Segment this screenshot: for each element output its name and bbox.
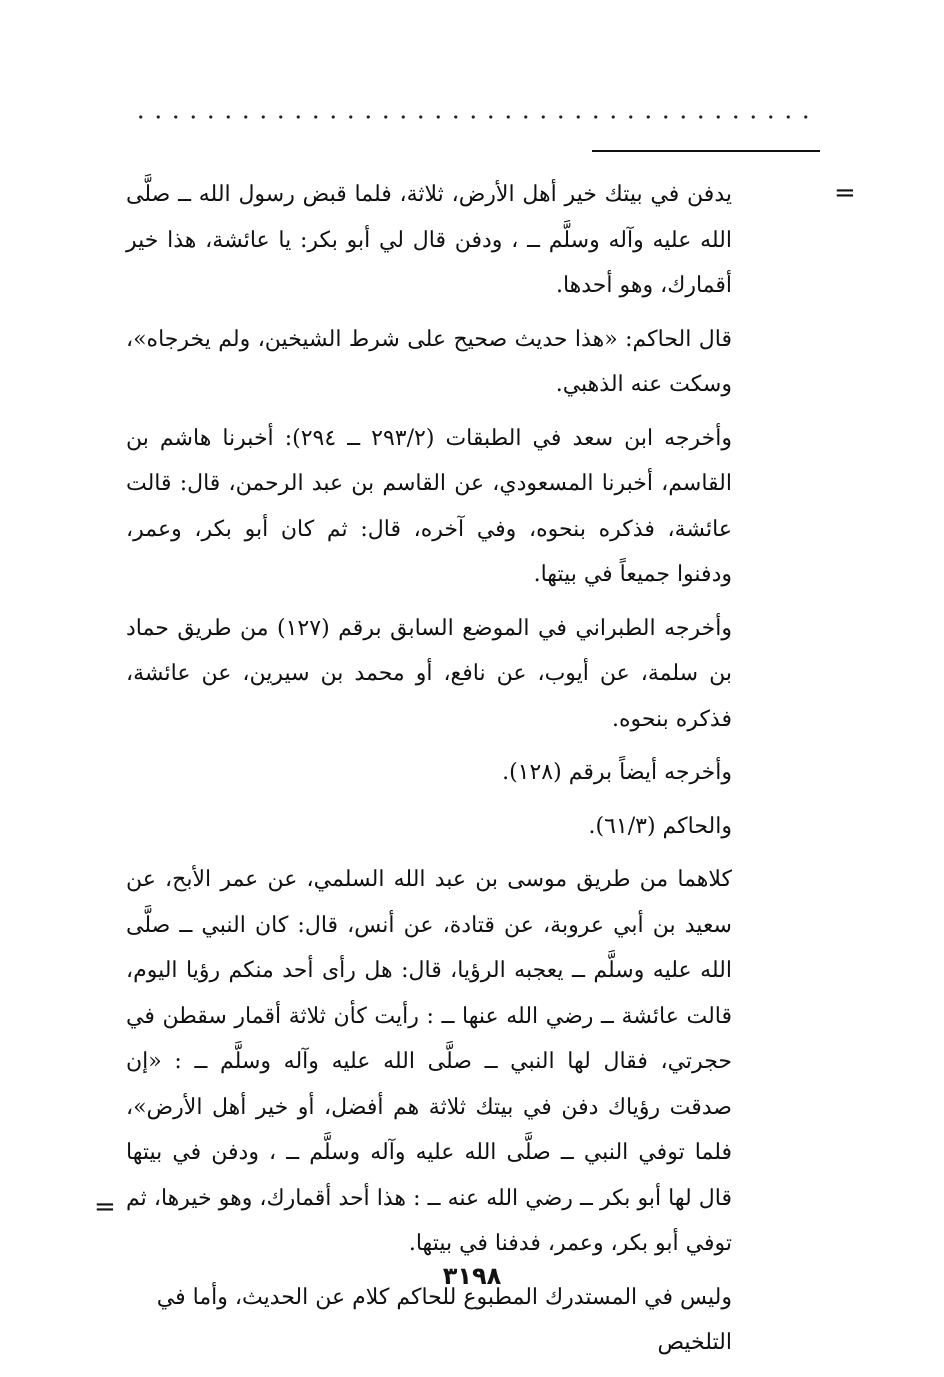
- paragraph: وأخرجه ابن سعد في الطبقات (٢٩٣/٢ ــ ٢٩٤): أخبرنا هاشم بن القاسم، أخبرنا المسعودي، عن القاسم بن عبد الرحمن، قال: قالت عائشة، فذكره بنحوه، وفي آخره، قال: ثم كان أبو بكر، وعمر، ودفنوا جميعاً في بيتها.: [126, 425, 732, 587]
- page-number: ٣١٩٨: [442, 1262, 502, 1290]
- paragraph: قال الحاكم: «هذا حديث صحيح على شرط الشيخين، ولم يخرجاه»، وسكت عنه الذهبي.: [126, 326, 732, 397]
- paragraph: يدفن في بيتك خير أهل الأرض، ثلاثة، فلما قبض رسول الله ــ صلَّى الله عليه وآله وسلَّم ــ ، ودفن قال لي أبو بكر: يا عائشة، هذا خير أقمارك، وهو أحدها.: [126, 182, 732, 298]
- continuation-mark-bottom: =: [94, 1192, 116, 1222]
- paragraph: وأخرجه الطبراني في الموضع السابق برقم (١٢٧) من طريق حماد بن سلمة، عن أيوب، عن نافع، أو محمد بن سيرين، عن عائشة، فذكره بنحوه.: [126, 615, 732, 732]
- dotted-separator: [132, 112, 814, 122]
- footnote-rule: [592, 150, 820, 152]
- paragraph: وليس في المستدرك المطبوع للحاكم كلام عن الحديث، وأما في التلخيص: [156, 1284, 732, 1355]
- continuation-mark-top: =: [834, 178, 856, 208]
- footnote-body: [126, 172, 732, 1374]
- paragraph: والحاكم (٦١/٣).: [588, 813, 732, 839]
- paragraph: وأخرجه أيضاً برقم (١٢٨).: [502, 760, 732, 785]
- paragraph: كلاهما من طريق موسى بن عبد الله السلمي، عن عمر الأبح، عن سعيد بن أبي عروبة، عن قتادة، عن أنس، قال: كان النبي ــ صلَّى الله عليه وسلَّم ــ يعجبه الرؤيا، قال: هل رأى أحد منكم رؤيا اليوم، قالت عائشة ــ رضي الله عنها ــ : رأيت كأن ثلاثة أقمار سقطن في حجرتي، فقال لها النبي ــ صلَّى الله عليه وآله وسلَّم ــ : «إن صدقت رؤياك دفن في بيتك ثلاثة هم أفضل، أو خير أهل الأرض»، فلما توفي النبي ــ صلَّى الله عليه وآله وسلَّم ــ ، ودفن في بيتها قال لها أبو بكر ــ رضي الله عنه ــ : هذا أحد أقمارك، وهو خيرها، ثم توفي أبو بكر، وعمر، فدفنا في بيتها.: [126, 867, 732, 1256]
